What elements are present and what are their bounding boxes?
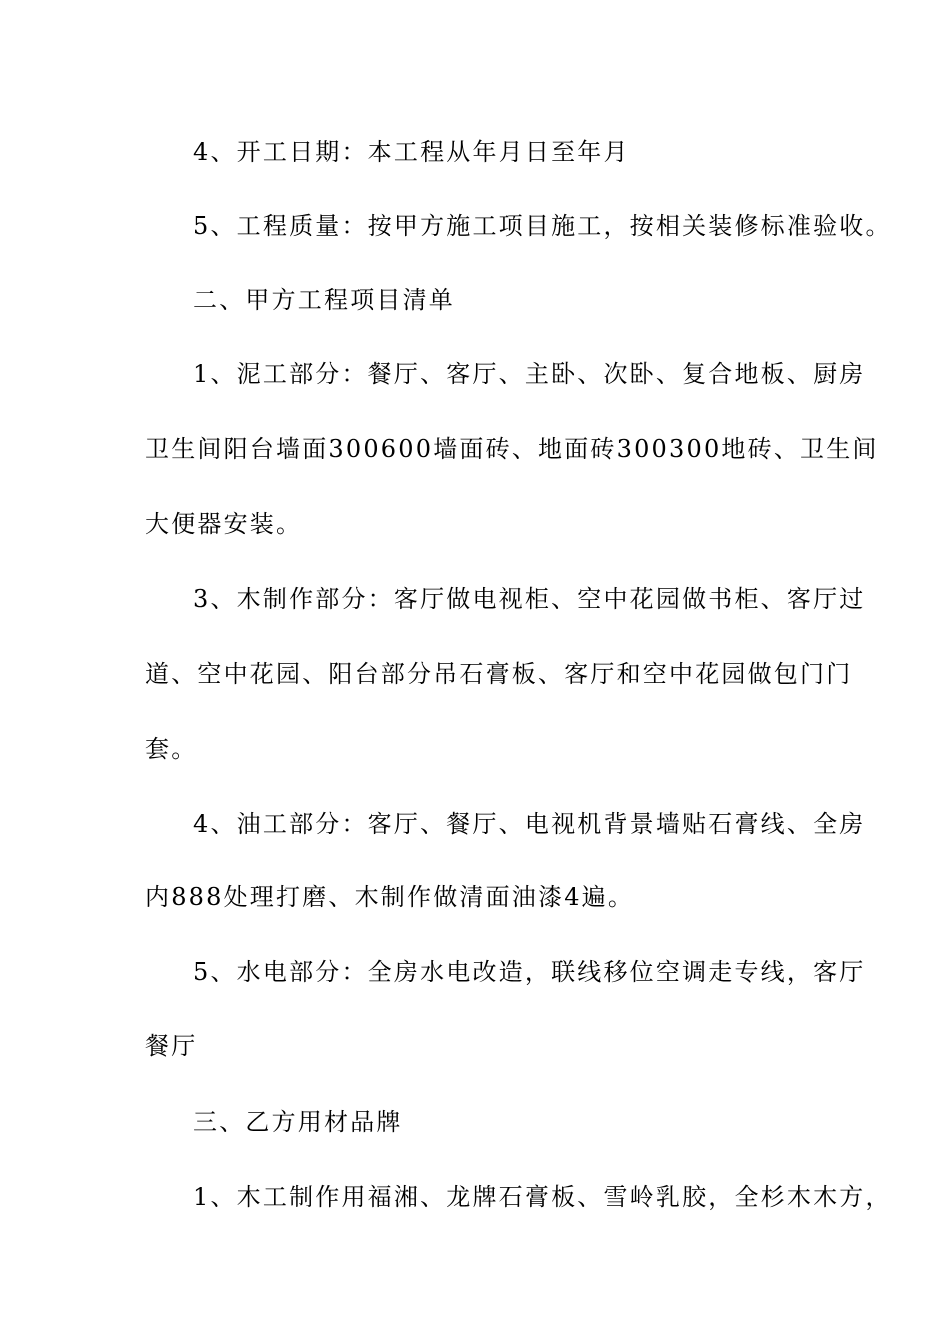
paragraph-masonry-line-3: 大便器安装。 bbox=[145, 510, 303, 538]
paragraph-plumbing-line-1: 5、水电部分：全房水电改造，联线移位空调走专线，客厅 bbox=[193, 958, 866, 986]
paragraph-carpentry-line-2: 道、空中花园、阳台部分吊石膏板、客厅和空中花园做包门门 bbox=[145, 660, 853, 688]
section-heading-project-list: 二、甲方工程项目清单 bbox=[193, 286, 455, 314]
paragraph-materials-line-1: 1、木工制作用福湘、龙牌石膏板、雪岭乳胶，全杉木木方， bbox=[193, 1183, 892, 1211]
paragraph-plumbing-line-2: 餐厅 bbox=[145, 1032, 198, 1060]
section-heading-materials: 三、乙方用材品牌 bbox=[193, 1108, 403, 1136]
paragraph-quality: 5、工程质量：按甲方施工项目施工，按相关装修标准验收。 bbox=[193, 212, 892, 240]
paragraph-carpentry-line-1: 3、木制作部分：客厅做电视柜、空中花园做书柜、客厅过 bbox=[193, 585, 866, 613]
paragraph-painting-line-2: 内888处理打磨、木制作做清面油漆4遍。 bbox=[145, 883, 635, 911]
paragraph-carpentry-line-3: 套。 bbox=[145, 735, 198, 763]
paragraph-painting-line-1: 4、油工部分：客厅、餐厅、电视机背景墙贴石膏线、全房 bbox=[193, 810, 866, 838]
paragraph-masonry-line-1: 1、泥工部分：餐厅、客厅、主卧、次卧、复合地板、厨房 bbox=[193, 360, 866, 388]
paragraph-start-date: 4、开工日期：本工程从年月日至年月 bbox=[193, 138, 630, 166]
paragraph-masonry-line-2: 卫生间阳台墙面300600墙面砖、地面砖300300地砖、卫生间 bbox=[145, 435, 879, 463]
